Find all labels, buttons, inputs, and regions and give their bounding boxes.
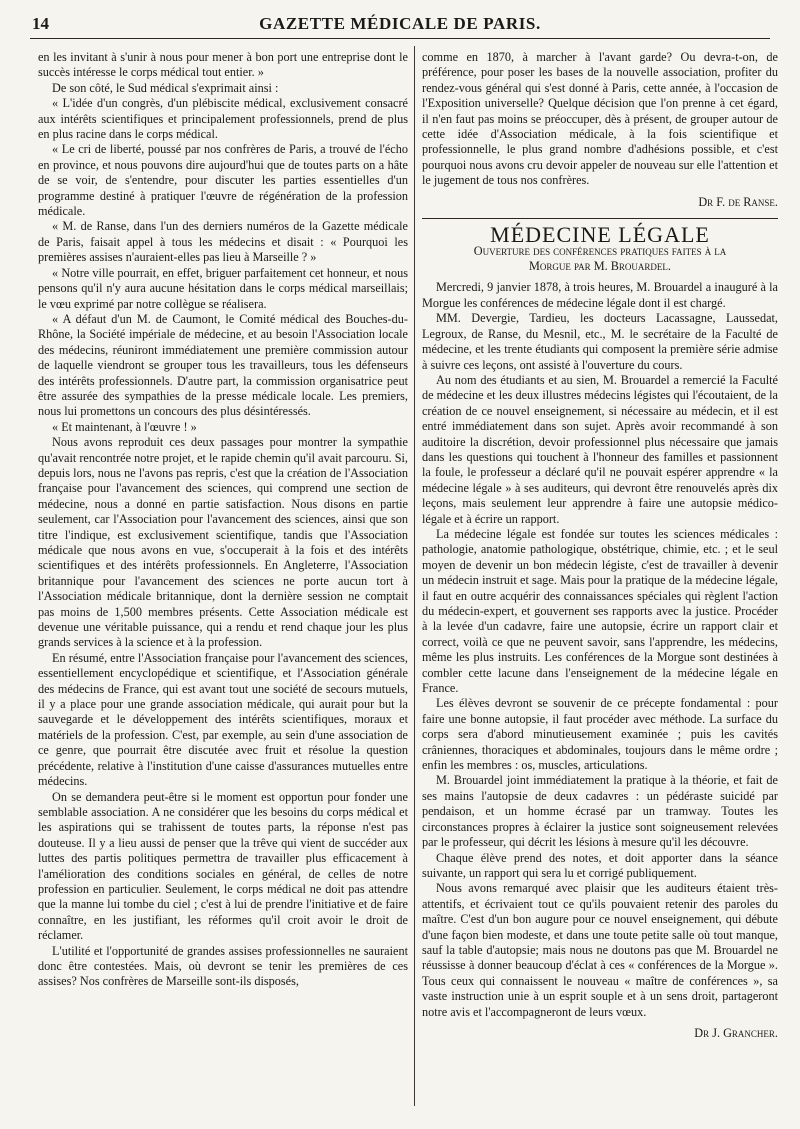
paragraph: On se demandera peut-être si le moment est opportun pour fonder une semblable association. A ne considérer que les besoins du corps médical et les aspirations qui se trahissent de toutes parts, la réponse n'est pas douteuse. Il y a lieu aussi de penser que la trêve qui vient de succéder aux luttes des partis politiques permettra de travailler plus efficacement à l'amélioration des conditions sociales en général, de celles de notre profession en particulier. Seulement, le corps médical ne doit pas attendre que la manne lui tombe du ciel ; c'est à lui de prendre l'initiative et de faire connaître, en les justifiant, les réformes qu'il croit avoir le droit de réclamer.: [38, 789, 408, 943]
paragraph: Nous avons remarqué avec plaisir que les auditeurs étaient très-attentifs, et écrivaient tout ce qu'ils pouvaient retenir des paroles du maître. C'est d'un bon augure pour ce nouvel enseignement, qui débute d'une façon bien modeste, et dans une toute petite salle où tout manque, sauf la table d'autopsie; mais nous ne doutons pas que M. Brouardel ne réussisse à donner beaucoup d'éclat à ces « conférences de la Morgue ». Tous ceux qui connaissent le nouveau « maître de conférences », sa vaste instruction unie à un esprit souple et à un sens droit, partageront notre avis et l'accompagneront de leurs vœux.: [422, 881, 778, 1019]
paragraph: « L'idée d'un congrès, d'un plébiscite médical, exclusivement consacré aux intérêts scientifiques et principalement professionnels, prend de plus en plus racine dans le corps médical.: [38, 96, 408, 142]
page-header: [30, 12, 770, 39]
left-column: [38, 50, 408, 990]
page-number: 14: [32, 14, 49, 33]
paragraph: Mercredi, 9 janvier 1878, à trois heures, M. Brouardel a inauguré à la Morgue les conférences de médecine légale dont il est chargé.: [422, 280, 778, 310]
section-rule: [422, 218, 778, 219]
paragraph: M. Brouardel joint immédiatement la pratique à la théorie, et fait de ses mains l'autopsie de deux cadavres : un pédéraste suicidé par pendaison, et un homme écrasé par un tramway. Toutes les circonstances propres à éclairer la justice sont soigneusement relevées par le professeur, qui décrit les lésions à mesure qu'il les découvre.: [422, 773, 778, 850]
paragraph: MM. Devergie, Tardieu, les docteurs Lacassagne, Laussedat, Legroux, de Ranse, du Mesnil, etc., M. le secrétaire de la Faculté de médecine, et les trente étudiants qui composent la première série admise à suivre ces leçons, ont assisté à l'ouverture du cours.: [422, 311, 778, 372]
column-divider: [414, 46, 415, 1106]
paragraph: Au nom des étudiants et au sien, M. Brouardel a remercié la Faculté de médecine et les deux illustres médecins légistes qui l'écoutaient, de la création de ce nouvel enseignement, si nécessaire au médecin, et il est entré immédiatement dans son sujet. Après avoir recommandé à son auditoire la discrétion, devoir professionnel plus nécessaire que jamais dans les questions qui touchent à l'honneur des familles et passionnent la foule, le professeur a déclaré qu'il ne pouvait espérer apprendre « la médecine légale » à ses auditeurs, qui devront être renouvelés après dix leçons, mais seulement leur apprendre à faire une autopsie médico-légale et à écrire un rapport.: [422, 372, 778, 526]
paragraph: « A défaut d'un M. de Caumont, le Comité médical des Bouches-du-Rhône, la Société impériale de médecine, et au besoin l'Association locale des médecins, réuniront immédiatement une première commission autour de laquelle viendront se grouper tous les travailleurs, tous les défenseurs des intérêts professionnels. D'autre part, la commission organisatrice peut être assurée des sympathies de la presse médicale locale. Les premiers, nous lui promettons un concours des plus désintéressés.: [38, 311, 408, 419]
paragraph: « Et maintenant, à l'œuvre ! »: [52, 419, 197, 434]
right-column: [422, 50, 778, 1041]
signature-de-ranse: Dr F. de Ranse.: [698, 194, 778, 209]
continuation-paragraph: comme en 1870, à marcher à l'avant garde? Ou devra-t-on, de préférence, pour poser les bases de la nouvelle association, profiter du rendez-vous général qui s'est donné à Paris, cette année, à l'occasion de l'Exposition universelle? Quelque décision que l'on prenne à cet égard, il n'en faut pas moins se préoccuper, dès à présent, de grouper autour de cette idée d'Association médicale, à la fois scientifique et professionnelle, le plus grand nombre d'adhésions possible, et c'est pourquoi nous avons cru devoir appeler de nouveau sur elle l'attention et le jugement de tous nos confrères.: [422, 50, 778, 188]
section-title: MÉDECINE LÉGALE: [490, 222, 710, 248]
signature-grancher: Dr J. Grancher.: [694, 1025, 778, 1040]
paragraph: « Le cri de liberté, poussé par nos confrères de Paris, a trouvé de l'écho en province, et nous pouvons dire aujourd'hui que de toutes parts on a hâte de se voir, de s'entendre, pour discuter les parties essentielles d'un programme destiné à pratiquer l'œuvre de régénération de la profession médicale.: [38, 142, 408, 219]
paragraph: Les élèves devront se souvenir de ce précepte fondamental : pour faire une bonne autopsie, il faut procéder avec méthode. La surface du corps sera d'abord minutieusement examinée ; puis les cavités crâniennes, thoraciques et abdominales, toujours dans le même ordre ; enfin les membres : os, muscles, articulations.: [422, 696, 778, 773]
paragraph: en les invitant à s'unir à nous pour mener à bon port une entreprise dont le succès intéresse le corps médical tout entier. »: [38, 50, 408, 80]
paragraph: Nous avons reproduit ces deux passages pour montrer la sympathie qu'avait rencontrée notre projet, et le rapide chemin qu'il avait parcouru. Si, depuis lors, nous ne l'avons pas repris, c'est que la création de l'Association française pour l'avancement des sciences, qui comprend une section de médecine, nous a donné en partie satisfaction. Nous disons en partie seulement, car l'Association pour l'avancement des sciences, ainsi que son titre l'indique, est exclusivement scientifique, tandis que l'Association médicale que nous avons en vue, s'occuperait à la fois et des intérêts scientifiques et des intérêts professionnels. En Angleterre, l'Association britannique pour l'avancement des sciences ne porte aucun tort à l'Association médicale britannique, dont la dernière session ne comptait pas moins de 1,500 membres présents. Cette Association médicale est devenue une véritable puissance, qui a rendu et rend chaque jour les plus grands services à la science et à la profession.: [38, 435, 408, 650]
journal-title: GAZETTE MÉDICALE DE PARIS.: [259, 14, 541, 33]
paragraph: De son côté, le Sud médical s'exprimait ainsi :: [52, 80, 279, 95]
subtitle-line-1: Ouverture des conférences pratiques faites à la: [473, 244, 727, 259]
subtitle-line-2: Morgue par M. Brouardel.: [529, 259, 671, 274]
paragraph: « Notre ville pourrait, en effet, briguer parfaitement cet honneur, et nous pensons qu'il n'y aura aucune hésitation dans le corps médical marseillais; le vœu exprimé par notre collègue se réalisera.: [38, 265, 408, 311]
paragraph: « M. de Ranse, dans l'un des derniers numéros de la Gazette médicale de Paris, faisait appel à tous les médecins et disait : « Pourquoi les premières assises n'auraient-elles pas lieu à Marseille ? »: [38, 219, 408, 265]
paragraph: En résumé, entre l'Association française pour l'avancement des sciences, essentiellement encyclopédique et scientifique, et l'Association générale des médecins de France, qui est avant tout une société de secours mutuels, il y a place pour une grande association médicale, qui aurait pour but la sauvegarde et le développement des intérêts scientifiques, moraux et matériels de la profession. C'est, par exemple, au sein d'une association de ce genre, que pourrait être discutée avec fruit et résolue la question précédente, relative à l'institution d'une caisse d'assurances mutuelles entre médecins.: [38, 650, 408, 789]
paragraph: L'utilité et l'opportunité de grandes assises professionnelles ne sauraient donc être contestées. Mais, où devront se tenir les premières de ces assises? Nos confrères de Marseille sont-ils disposés,: [38, 943, 408, 989]
paragraph: La médecine légale est fondée sur toutes les sciences médicales : pathologie, anatomie pathologique, obstétrique, chimie, etc. ; et le seul moyen de devenir un bon médecin légiste, c'est de travailler à devenir un médecin instruit et sage. Mais pour la pratique de la médecine légale, il faut en outre acquérir des connaissances spéciales qui règlent l'action du médecin-expert, et gouvernent ses rapports avec la justice. Procéder à la levée d'un cadavre, faire une autopsie, écrire un rapport clair et correct, voilà ce que ne peuvent savoir, sans l'apprendre, les médecins, même les plus instruits. Les conférences de la Morgue sont destinées à combler cette lacune dans l'enseignement de la médecine légale en France.: [422, 526, 778, 696]
paragraph: Chaque élève prend des notes, et doit apporter dans la séance suivante, un rapport qui sera lu et corrigé publiquement.: [422, 850, 778, 880]
section-subtitle: [422, 244, 778, 274]
